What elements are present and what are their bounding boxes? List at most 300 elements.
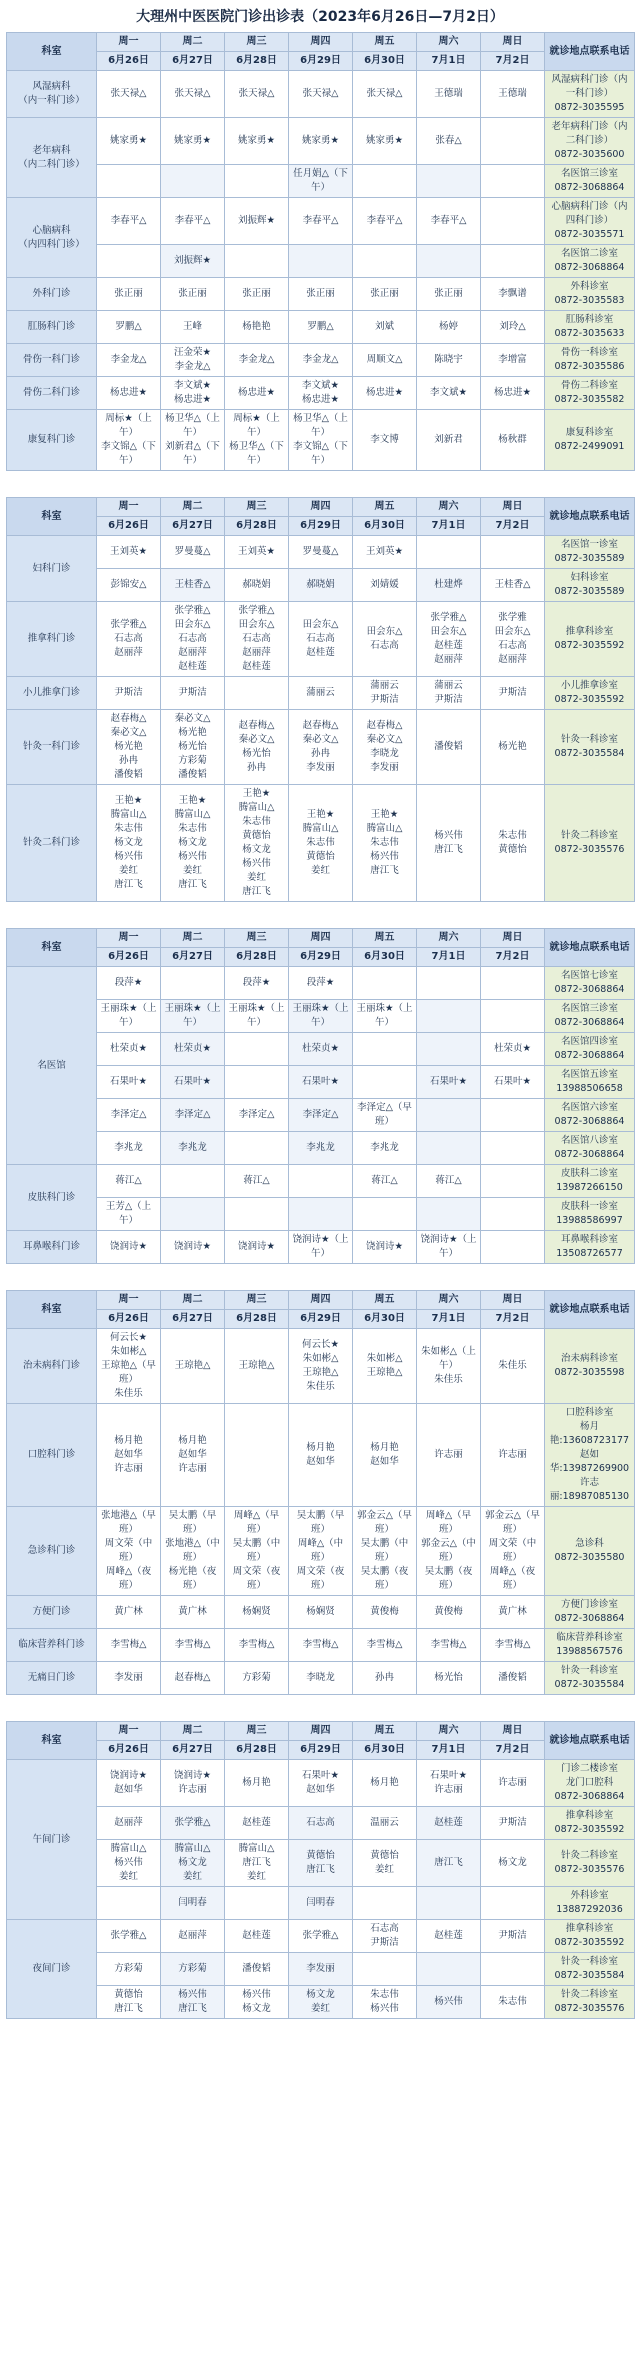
header-day: 周六	[417, 33, 481, 52]
header-day: 周二	[161, 498, 225, 517]
contact-cell: 风湿病科门诊（内一科门诊） 0872-3035595	[545, 71, 635, 118]
doctor-cell: 李发丽	[289, 1953, 353, 1986]
doctor-cell: 杨月艳 赵如华	[289, 1404, 353, 1507]
doctor-cell	[353, 967, 417, 1000]
doctor-cell	[481, 118, 545, 165]
doctor-cell: 李金龙△	[97, 344, 161, 377]
dept-cell: 针灸二科门诊	[7, 785, 97, 902]
doctor-cell: 腾富山△ 杨兴伟 姜红	[97, 1840, 161, 1887]
contact-cell: 外科诊室 13887292036	[545, 1887, 635, 1920]
table-row	[7, 1165, 635, 1198]
doctor-cell: 腾富山△ 唐江飞 姜红	[225, 1840, 289, 1887]
doctor-cell: 李雪梅△	[289, 1629, 353, 1662]
doctor-cell: 张正丽	[289, 278, 353, 311]
doctor-cell: 杜荣贞★	[161, 1033, 225, 1066]
doctor-cell: 李春平△	[161, 198, 225, 245]
doctor-cell: 杜荣贞★	[481, 1033, 545, 1066]
header-contact: 就诊地点联系电话	[545, 498, 635, 536]
contact-cell: 推拿科诊室 0872-3035592	[545, 1920, 635, 1953]
doctor-cell: 赵春梅△ 秦必文△ 杨光怡 孙冉	[225, 710, 289, 785]
contact-cell: 名医馆八诊室 0872-3068864	[545, 1132, 635, 1165]
doctor-cell	[225, 245, 289, 278]
doctor-cell	[225, 1066, 289, 1099]
doctor-cell: 蒋江△	[417, 1165, 481, 1198]
doctor-cell: 李春平△	[289, 198, 353, 245]
doctor-cell: 李文斌★ 杨忠进★	[161, 377, 225, 410]
doctor-cell: 饶润诗★	[161, 1231, 225, 1264]
doctor-cell	[97, 165, 161, 198]
doctor-cell: 李泽定△	[225, 1099, 289, 1132]
contact-cell: 针灸二科诊室 0872-3035576	[545, 1840, 635, 1887]
dept-cell: 妇科门诊	[7, 536, 97, 602]
header-day: 周三	[225, 33, 289, 52]
doctor-cell	[481, 1000, 545, 1033]
header-date: 6月29日	[289, 517, 353, 536]
doctor-cell: 刘振辉★	[225, 198, 289, 245]
table-row	[7, 1887, 635, 1920]
doctor-cell: 秦必文△ 杨光艳 杨光怡 方彩菊 潘俊韬	[161, 710, 225, 785]
doctor-cell: 张正丽	[225, 278, 289, 311]
header-date: 7月2日	[481, 1310, 545, 1329]
doctor-cell: 张学雅△ 石志高 赵丽萍	[97, 602, 161, 677]
doctor-cell: 何云长★ 朱如彬△ 王琼艳△ 朱佳乐	[289, 1329, 353, 1404]
doctor-cell: 许志丽	[481, 1404, 545, 1507]
doctor-cell	[353, 245, 417, 278]
table-row	[7, 967, 635, 1000]
doctor-cell: 潘俊韬	[417, 710, 481, 785]
doctor-cell: 黄德怡 唐江飞	[289, 1840, 353, 1887]
contact-cell: 老年病科门诊（内二科门诊） 0872-3035600	[545, 118, 635, 165]
header-date: 6月30日	[353, 52, 417, 71]
contact-cell: 骨伤二科诊室 0872-3035582	[545, 377, 635, 410]
doctor-cell: 李雪梅△	[417, 1629, 481, 1662]
table-row	[7, 377, 635, 410]
doctor-cell: 张正丽	[97, 278, 161, 311]
header-day: 周六	[417, 929, 481, 948]
header-date: 7月1日	[417, 52, 481, 71]
doctor-cell: 田会东△ 石志高	[353, 602, 417, 677]
dept-cell: 方便门诊	[7, 1596, 97, 1629]
doctor-cell: 赵春梅△	[161, 1662, 225, 1695]
doctor-cell	[417, 165, 481, 198]
header-date: 6月27日	[161, 1741, 225, 1760]
contact-cell: 骨伤一科诊室 0872-3035586	[545, 344, 635, 377]
doctor-cell: 杨月艳 赵如华 许志丽	[161, 1404, 225, 1507]
doctor-cell	[417, 245, 481, 278]
header-date: 7月2日	[481, 52, 545, 71]
doctor-cell	[225, 1404, 289, 1507]
contact-cell: 名医馆三诊室 0872-3068864	[545, 1000, 635, 1033]
schedule-block	[6, 32, 634, 471]
doctor-cell: 黄广林	[481, 1596, 545, 1629]
contact-cell: 名医馆七诊室 0872-3068864	[545, 967, 635, 1000]
doctor-cell: 李雪梅△	[353, 1629, 417, 1662]
dept-cell: 皮肤科门诊	[7, 1165, 97, 1231]
doctor-cell: 张学雅 田会东△ 石志高 赵丽萍	[481, 602, 545, 677]
doctor-cell: 饶润诗★	[97, 1231, 161, 1264]
doctor-cell: 潘俊韬	[481, 1662, 545, 1695]
doctor-cell: 尹斯洁	[97, 677, 161, 710]
table-row	[7, 1066, 635, 1099]
doctor-cell: 闫明春	[161, 1887, 225, 1920]
doctor-cell: 王德瑞	[417, 71, 481, 118]
doctor-cell: 张学雅△	[161, 1807, 225, 1840]
table-row	[7, 1840, 635, 1887]
doctor-cell: 杨光怡	[417, 1662, 481, 1695]
doctor-cell: 杨兴伟 杨文龙	[225, 1986, 289, 2019]
doctor-cell	[353, 1198, 417, 1231]
table-row	[7, 278, 635, 311]
doctor-cell: 尹斯洁	[161, 677, 225, 710]
doctor-cell: 刘新君	[417, 410, 481, 471]
doctor-cell: 蒋江△	[97, 1165, 161, 1198]
table-row	[7, 198, 635, 245]
doctor-cell	[481, 245, 545, 278]
header-dept: 科室	[7, 33, 97, 71]
doctor-cell	[417, 1033, 481, 1066]
header-day: 周四	[289, 1722, 353, 1741]
contact-cell: 肛肠科诊室 0872-3035633	[545, 311, 635, 344]
header-day: 周日	[481, 1291, 545, 1310]
doctor-cell: 罗鹏△	[97, 311, 161, 344]
contact-cell: 妇科诊室 0872-3035589	[545, 569, 635, 602]
header-row-days	[7, 498, 635, 517]
contact-cell: 名医馆六诊室 0872-3068864	[545, 1099, 635, 1132]
doctor-cell: 杨月艳 赵如华 许志丽	[97, 1404, 161, 1507]
dept-cell: 口腔科门诊	[7, 1404, 97, 1507]
doctor-cell	[481, 1099, 545, 1132]
doctor-cell: 杨兴伟 唐江飞	[161, 1986, 225, 2019]
doctor-cell	[481, 1165, 545, 1198]
doctor-cell: 闫明春	[289, 1887, 353, 1920]
schedule-table	[6, 497, 635, 902]
header-date: 6月27日	[161, 52, 225, 71]
doctor-cell: 赵桂莲	[417, 1807, 481, 1840]
header-row-dates	[7, 52, 635, 71]
header-day: 周二	[161, 1291, 225, 1310]
doctor-cell: 任月娟△（下午）	[289, 165, 353, 198]
doctor-cell: 许志丽	[481, 1760, 545, 1807]
doctor-cell: 周顺文△	[353, 344, 417, 377]
doctor-cell: 杨娴贤	[225, 1596, 289, 1629]
doctor-cell: 李春平△	[97, 198, 161, 245]
doctor-cell	[225, 1132, 289, 1165]
doctor-cell: 李兆龙	[161, 1132, 225, 1165]
doctor-cell	[353, 165, 417, 198]
doctor-cell: 石果叶★	[417, 1066, 481, 1099]
header-date: 6月29日	[289, 948, 353, 967]
table-row	[7, 1953, 635, 1986]
header-day: 周五	[353, 929, 417, 948]
header-date: 6月30日	[353, 1310, 417, 1329]
doctor-cell: 杨忠进★	[97, 377, 161, 410]
header-date: 6月26日	[97, 1310, 161, 1329]
doctor-cell: 周峰△（早班） 吴太鹏（中班） 周文荣（夜班）	[225, 1507, 289, 1596]
doctor-cell: 方彩菊	[161, 1953, 225, 1986]
doctor-cell	[225, 165, 289, 198]
header-contact: 就诊地点联系电话	[545, 929, 635, 967]
doctor-cell: 郝晓娟	[225, 569, 289, 602]
doctor-cell: 李文斌★ 杨忠进★	[289, 377, 353, 410]
doctor-cell: 杨娴贤	[289, 1596, 353, 1629]
dept-cell: 耳鼻喉科门诊	[7, 1231, 97, 1264]
doctor-cell	[353, 1066, 417, 1099]
contact-cell: 耳鼻喉科诊室 13508726577	[545, 1231, 635, 1264]
header-date: 6月29日	[289, 1310, 353, 1329]
contact-cell: 针灸二科诊室 0872-3035576	[545, 1986, 635, 2019]
doctor-cell: 杨卫华△（上午） 李文锦△（下午）	[289, 410, 353, 471]
header-date: 7月1日	[417, 948, 481, 967]
doctor-cell: 王丽珠★（上午）	[161, 1000, 225, 1033]
dept-cell: 骨伤二科门诊	[7, 377, 97, 410]
header-date: 7月2日	[481, 517, 545, 536]
table-row	[7, 1198, 635, 1231]
doctor-cell: 李兆龙	[97, 1132, 161, 1165]
header-day: 周五	[353, 1722, 417, 1741]
header-day: 周四	[289, 33, 353, 52]
doctor-cell: 尹斯洁	[481, 1807, 545, 1840]
doctor-cell: 杨忠进★	[225, 377, 289, 410]
contact-cell: 心脑病科门诊（内四科门诊） 0872-3035571	[545, 198, 635, 245]
doctor-cell: 杨月艳	[353, 1760, 417, 1807]
doctor-cell: 赵桂莲	[417, 1920, 481, 1953]
doctor-cell: 李泽定△	[289, 1099, 353, 1132]
doctor-cell: 李春平△	[417, 198, 481, 245]
dept-cell: 推拿科门诊	[7, 602, 97, 677]
header-date: 6月29日	[289, 52, 353, 71]
doctor-cell	[481, 165, 545, 198]
page-title: 大理州中医医院门诊出诊表（2023年6月26日—7月2日）	[0, 0, 640, 32]
doctor-cell: 杨秋群	[481, 410, 545, 471]
header-day: 周一	[97, 498, 161, 517]
doctor-cell: 王琼艳△	[225, 1329, 289, 1404]
header-date: 6月28日	[225, 1741, 289, 1760]
doctor-cell: 王桂香△	[481, 569, 545, 602]
doctor-cell: 杨卫华△（上午） 刘新君△（下午）	[161, 410, 225, 471]
doctor-cell: 石果叶★	[289, 1066, 353, 1099]
header-date: 6月28日	[225, 1310, 289, 1329]
doctor-cell: 黄广林	[97, 1596, 161, 1629]
header-row-days	[7, 1722, 635, 1741]
doctor-cell: 吴太鹏（早班） 周峰△（中班） 周文荣（夜班）	[289, 1507, 353, 1596]
contact-cell: 名医馆四诊室 0872-3068864	[545, 1033, 635, 1066]
doctor-cell: 李雪梅△	[97, 1629, 161, 1662]
doctor-cell	[225, 1887, 289, 1920]
header-day: 周日	[481, 498, 545, 517]
doctor-cell: 赵春梅△ 秦必文△ 杨光艳 孙冉 潘俊韬	[97, 710, 161, 785]
doctor-cell: 杨忠进★	[481, 377, 545, 410]
header-day: 周日	[481, 33, 545, 52]
doctor-cell: 李雪梅△	[481, 1629, 545, 1662]
doctor-cell: 黄德怡 唐江飞	[97, 1986, 161, 2019]
doctor-cell: 张春△	[417, 118, 481, 165]
doctor-cell: 李增富	[481, 344, 545, 377]
doctor-cell: 张学雅△ 田会东△ 赵桂莲 赵丽萍	[417, 602, 481, 677]
doctor-cell: 罗曼蔓△	[161, 536, 225, 569]
doctor-cell: 蒲丽云	[289, 677, 353, 710]
header-day: 周六	[417, 1722, 481, 1741]
header-day: 周四	[289, 929, 353, 948]
doctor-cell: 王刘英★	[97, 536, 161, 569]
table-row	[7, 569, 635, 602]
doctor-cell	[481, 1953, 545, 1986]
contact-cell: 皮肤科一诊室 13988586997	[545, 1198, 635, 1231]
header-dept: 科室	[7, 1722, 97, 1760]
header-day: 周四	[289, 498, 353, 517]
doctor-cell: 赵桂莲	[225, 1920, 289, 1953]
header-row-dates	[7, 517, 635, 536]
header-dept: 科室	[7, 1291, 97, 1329]
table-row	[7, 677, 635, 710]
doctor-cell: 李泽定△	[161, 1099, 225, 1132]
doctor-cell: 张学雅△ 田会东△ 石志高 赵丽萍 赵桂莲	[161, 602, 225, 677]
contact-cell: 康复科诊室 0872-2499091	[545, 410, 635, 471]
doctor-cell: 刘振辉★	[161, 245, 225, 278]
doctor-cell: 杨文龙 姜红	[289, 1986, 353, 2019]
doctor-cell: 杨兴伟	[417, 1986, 481, 2019]
doctor-cell: 杨月艳	[225, 1760, 289, 1807]
contact-cell: 小儿推拿诊室 0872-3035592	[545, 677, 635, 710]
dept-cell: 小儿推拿门诊	[7, 677, 97, 710]
dept-cell: 名医馆	[7, 967, 97, 1165]
doctor-cell: 张天禄△	[225, 71, 289, 118]
doctor-cell: 杜荣贞★	[289, 1033, 353, 1066]
doctor-cell: 张正丽	[353, 278, 417, 311]
table-row	[7, 1404, 635, 1507]
header-contact: 就诊地点联系电话	[545, 1722, 635, 1760]
table-row	[7, 165, 635, 198]
doctor-cell: 石志高	[289, 1807, 353, 1840]
doctor-cell	[417, 1132, 481, 1165]
contact-cell: 外科诊室 0872-3035583	[545, 278, 635, 311]
table-row	[7, 1033, 635, 1066]
doctor-cell	[417, 967, 481, 1000]
doctor-cell: 黄俊梅	[353, 1596, 417, 1629]
doctor-cell: 汪金荣★ 李金龙△	[161, 344, 225, 377]
doctor-cell	[417, 1198, 481, 1231]
table-row	[7, 1629, 635, 1662]
schedule-table	[6, 928, 635, 1264]
doctor-cell: 王刘英★	[225, 536, 289, 569]
doctor-cell: 罗曼蔓△	[289, 536, 353, 569]
table-row	[7, 1920, 635, 1953]
doctor-cell	[481, 1231, 545, 1264]
dept-cell: 风湿病科 （内一科门诊）	[7, 71, 97, 118]
table-row	[7, 1132, 635, 1165]
doctor-cell: 杨月艳 赵如华	[353, 1404, 417, 1507]
doctor-cell: 杜荣贞★	[97, 1033, 161, 1066]
table-row	[7, 710, 635, 785]
doctor-cell: 王德瑞	[481, 71, 545, 118]
doctor-cell: 蒲丽云 尹斯洁	[353, 677, 417, 710]
dept-cell: 临床营养科门诊	[7, 1629, 97, 1662]
header-row-dates	[7, 1741, 635, 1760]
header-date: 6月30日	[353, 948, 417, 967]
doctor-cell: 张天禄△	[97, 71, 161, 118]
dept-cell: 骨伤一科门诊	[7, 344, 97, 377]
table-row	[7, 1507, 635, 1596]
doctor-cell	[417, 1000, 481, 1033]
doctor-cell	[97, 1887, 161, 1920]
doctor-cell: 郭金云△（早班） 吴太鹏（中班） 吴太鹏（夜班）	[353, 1507, 417, 1596]
doctor-cell	[289, 1198, 353, 1231]
doctor-cell	[481, 198, 545, 245]
doctor-cell: 刘婧媛	[353, 569, 417, 602]
contact-cell: 临床营养科诊室 13988567576	[545, 1629, 635, 1662]
table-row	[7, 1986, 635, 2019]
contact-cell: 治未病科诊室 0872-3035598	[545, 1329, 635, 1404]
doctor-cell: 王丽珠★（上午）	[225, 1000, 289, 1033]
contact-cell: 门诊二楼诊室 龙门口腔科 0872-3068864	[545, 1760, 635, 1807]
header-date: 6月26日	[97, 517, 161, 536]
schedule-sections	[0, 32, 640, 2019]
header-date: 7月1日	[417, 517, 481, 536]
doctor-cell: 李金龙△	[225, 344, 289, 377]
header-day: 周日	[481, 929, 545, 948]
doctor-cell: 姚家勇★	[225, 118, 289, 165]
header-date: 7月1日	[417, 1741, 481, 1760]
contact-cell: 针灸一科诊室 0872-3035584	[545, 1662, 635, 1695]
doctor-cell: 郝晓娟	[289, 569, 353, 602]
schedule-block	[6, 1721, 634, 2019]
doctor-cell: 蒲丽云 尹斯洁	[417, 677, 481, 710]
doctor-cell: 姚家勇★	[97, 118, 161, 165]
doctor-cell	[225, 1198, 289, 1231]
header-date: 6月28日	[225, 948, 289, 967]
doctor-cell: 李兆龙	[289, 1132, 353, 1165]
doctor-cell: 周标★（上午） 李文锦△（下午）	[97, 410, 161, 471]
header-row-days	[7, 1291, 635, 1310]
doctor-cell	[353, 1887, 417, 1920]
dept-cell: 心脑病科 （内四科门诊）	[7, 198, 97, 278]
doctor-cell: 吴太鹏（早班） 张地港△（中班） 杨光艳（夜班）	[161, 1507, 225, 1596]
header-day: 周三	[225, 1291, 289, 1310]
header-day: 周五	[353, 1291, 417, 1310]
doctor-cell	[289, 245, 353, 278]
table-row	[7, 1000, 635, 1033]
doctor-cell: 许志丽	[417, 1404, 481, 1507]
header-day: 周五	[353, 498, 417, 517]
doctor-cell: 杜建烨	[417, 569, 481, 602]
header-dept: 科室	[7, 498, 97, 536]
doctor-cell: 赵春梅△ 秦必文△ 孙冉 李发丽	[289, 710, 353, 785]
contact-cell: 皮肤科二诊室 13987266150	[545, 1165, 635, 1198]
doctor-cell: 陈晓宇	[417, 344, 481, 377]
doctor-cell: 潘俊韬	[225, 1953, 289, 1986]
doctor-cell: 张天禄△	[353, 71, 417, 118]
doctor-cell: 李雪梅△	[225, 1629, 289, 1662]
header-day: 周一	[97, 1291, 161, 1310]
header-date: 7月2日	[481, 948, 545, 967]
doctor-cell: 郭金云△（早班） 周文荣（中班） 周峰△（夜班）	[481, 1507, 545, 1596]
doctor-cell	[161, 1165, 225, 1198]
header-row-days	[7, 33, 635, 52]
table-row	[7, 245, 635, 278]
doctor-cell	[225, 677, 289, 710]
header-day: 周二	[161, 1722, 225, 1741]
doctor-cell: 尹斯洁	[481, 1920, 545, 1953]
dept-cell: 康复科门诊	[7, 410, 97, 471]
header-date: 6月27日	[161, 517, 225, 536]
doctor-cell	[161, 165, 225, 198]
doctor-cell	[417, 1887, 481, 1920]
header-day: 周三	[225, 929, 289, 948]
doctor-cell	[161, 1198, 225, 1231]
table-row	[7, 1231, 635, 1264]
doctor-cell: 李文斌★	[417, 377, 481, 410]
doctor-cell: 李飘谱	[481, 278, 545, 311]
contact-cell: 针灸一科诊室 0872-3035584	[545, 1953, 635, 1986]
